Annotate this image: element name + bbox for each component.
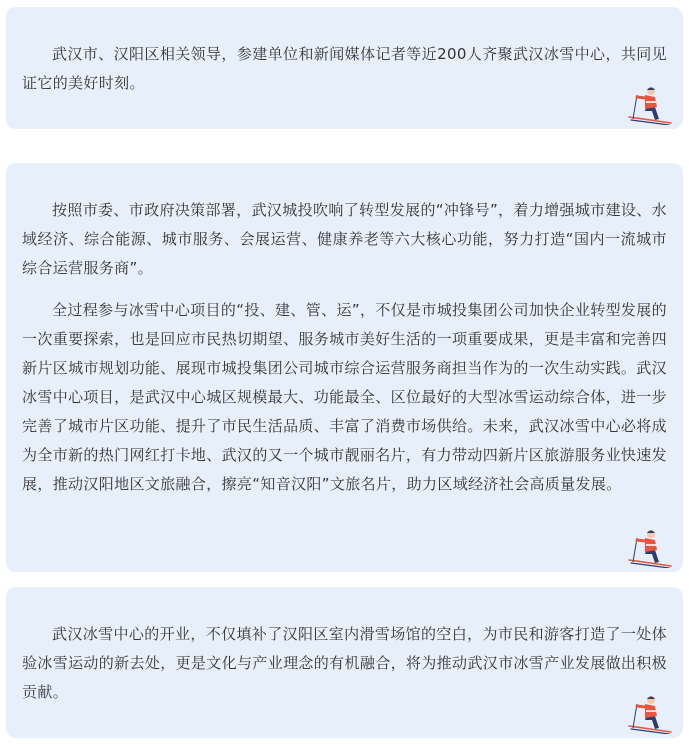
skier-icon <box>625 528 675 568</box>
card-2-paragraph-2: 全过程参与冰雪中心项目的“投、建、管、运”，不仅是市城投集团公司加快企业转型发展的一次重要探索，也是回应市民热切期望、服务城市美好生活的一项重要成果，更是丰富和完善四新片区城市规划功能、展现市城投集团公司城市综合运营服务商担当作为的一次生动实践。武汉冰雪中心项目，是武汉中心城区规模最大、功能最全、区位最好的大型冰雪运动综合体，进一步完善了城市片区功能、提升了市民生活品质、丰富了消费市场供给。未来，武汉冰雪中心必将成为全市新的热门网红打卡地、武汉的又一个城市靓丽名片，有力带动四新片区旅游服务业快速发展，推动汉阳地区文旅融合，擦亮“知音汉阳”文旅名片，助力区域经济社会高质量发展。 <box>22 301 667 493</box>
skier-icon <box>625 85 675 125</box>
article-card-2 <box>6 163 683 572</box>
card-3-paragraph-1: 武汉冰雪中心的开业，不仅填补了汉阳区室内滑雪场馆的空白，为市民和游客打造了一处体验冰雪运动的新去处，更是文化与产业理念的有机融合，将为推动武汉市冰雪产业发展做出积极贡献。 <box>22 625 667 701</box>
skier-icon <box>625 694 675 734</box>
card-2-paragraph-1: 按照市委、市政府决策部署，武汉城投吹响了转型发展的“冲锋号”，着力增强城市建设、水域经济、综合能源、城市服务、会展运营、健康养老等六大核心功能，努力打造“国内一流城市综合运营服务商”。 <box>22 201 667 277</box>
card-1-paragraph-1: 武汉市、汉阳区相关领导，参建单位和新闻媒体记者等近200人齐聚武汉冰雪中心，共同见证它的美好时刻。 <box>22 45 667 92</box>
article-card-1 <box>6 7 683 129</box>
article-card-3 <box>6 587 683 738</box>
